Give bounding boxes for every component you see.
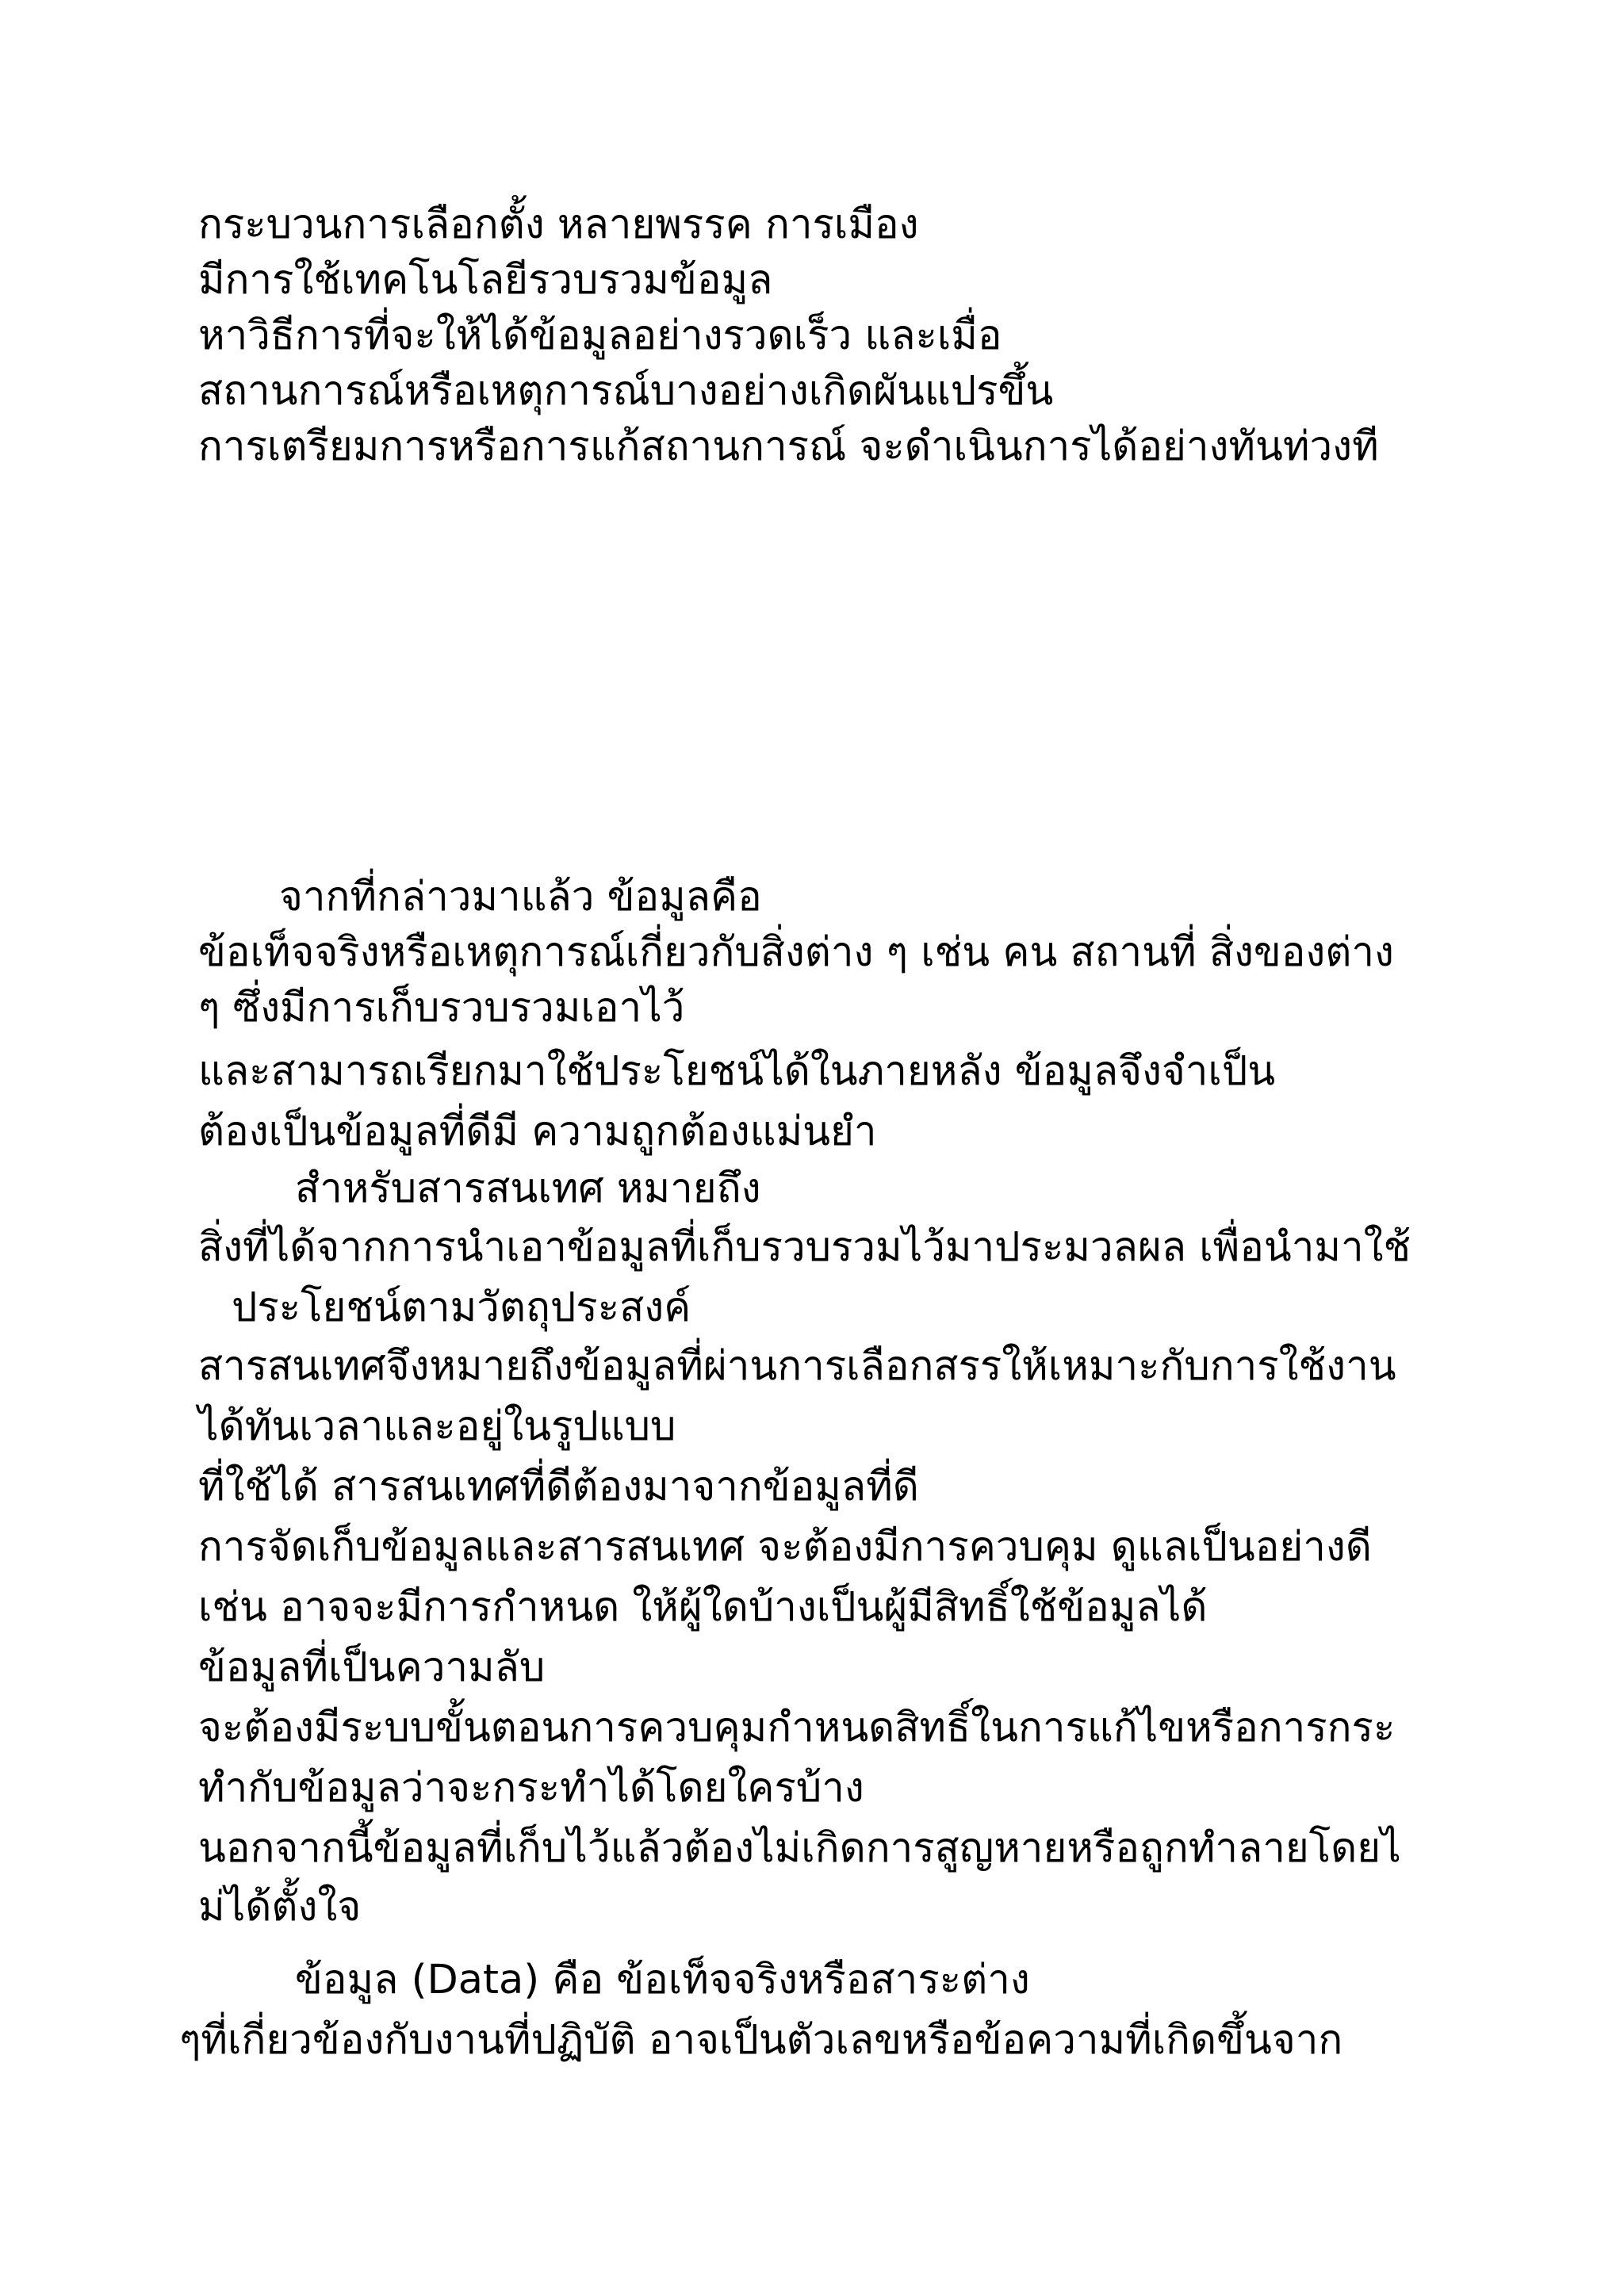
text-line: นอกจากนี้ข้อมูลที่เก็บไว้แล้วต้องไม่เกิดการสูญหายหรือถูกทำลายโดยไ: [198, 1825, 1401, 1872]
text-line: ม่ได้ตั้งใจ: [198, 1884, 362, 1931]
text-line: ที่ใช้ได้ สารสนเทศที่ดีต้องมาจากข้อมูลที่ดี: [198, 1464, 919, 1510]
text-line: จะต้องมีระบบขั้นตอนการควบคุมกำหนดสิทธิ์ในการแก้ไขหรือการกระ: [198, 1705, 1396, 1751]
text-line: กระบวนการเลือกตั้ง หลายพรรค การเมือง: [198, 201, 919, 248]
text-line: หาวิธีการที่จะให้ได้ข้อมูลอย่างรวดเร็ว และเมื่อ: [198, 312, 1002, 359]
text-line: การจัดเก็บข้อมูลและสารสนเทศ จะต้องมีการควบคุม ดูแลเป็นอย่างดี: [198, 1524, 1372, 1571]
text-line: ประโยชน์ตามวัตถุประสงค์: [232, 1284, 691, 1331]
text-line: มีการใช้เทคโนโลยีรวบรวมข้อมูล: [198, 257, 773, 304]
paragraph-first-line: จากที่กล่าวมาแล้ว ข้อมูลคือ: [279, 874, 762, 920]
paragraph-first-line: ข้อมูล (Data) คือ ข้อเท็จจริงหรือสาระต่าง: [295, 1957, 1030, 2003]
text-line: สารสนเทศจึงหมายถึงข้อมูลที่ผ่านการเลือกสรรให้เหมาะกับการใช้งาน: [198, 1343, 1396, 1390]
text-line: และสามารถเรียกมาใช้ประโยชน์ได้ในภายหลัง ข้อมูลจึงจำเป็น: [198, 1048, 1276, 1095]
text-line: ๆ ซึ่งมีการเก็บรวบรวมเอาไว้: [198, 985, 685, 1031]
text-line: ต้องเป็นข้อมูลที่ดีมี ความถูกต้องแม่นยำ: [198, 1108, 877, 1155]
text-line: ทำกับข้อมูลว่าจะกระทำได้โดยใครบ้าง: [198, 1765, 864, 1812]
text-line: การเตรียมการหรือการแก้สถานการณ์ จะดำเนินการได้อย่างทันท่วงที: [198, 423, 1379, 470]
text-line: ข้อมูลที่เป็นความลับ: [198, 1644, 546, 1691]
text-line: ข้อเท็จจริงหรือเหตุการณ์เกี่ยวกับสิ่งต่าง ๆ เช่น คน สถานที่ สิ่งของต่าง: [198, 929, 1394, 976]
text-line: เช่น อาจจะมีการกำหนด ให้ผู้ใดบ้างเป็นผู้มีสิทธิ์ใช้ข้อมูลได้: [198, 1584, 1208, 1631]
text-line: สถานการณ์หรือเหตุการณ์บางอย่างเกิดผันแปรขึ้น: [198, 368, 1054, 415]
text-line: สิ่งที่ได้จากการนำเอาข้อมูลที่เก็บรวบรวมไว้มาประมวลผล เพื่อนำมาใช้: [198, 1224, 1411, 1271]
text-line: ได้ทันเวลาและอยู่ในรูปแบบ: [198, 1403, 676, 1450]
paragraph-first-line: สำหรับสารสนเทศ หมายถึง: [295, 1165, 761, 1212]
text-line: ๆที่เกี่ยวข้องกับงานที่ปฏิบัติ อาจเป็นตัวเลขหรือข้อความที่เกิดขึ้นจาก: [179, 2017, 1343, 2064]
